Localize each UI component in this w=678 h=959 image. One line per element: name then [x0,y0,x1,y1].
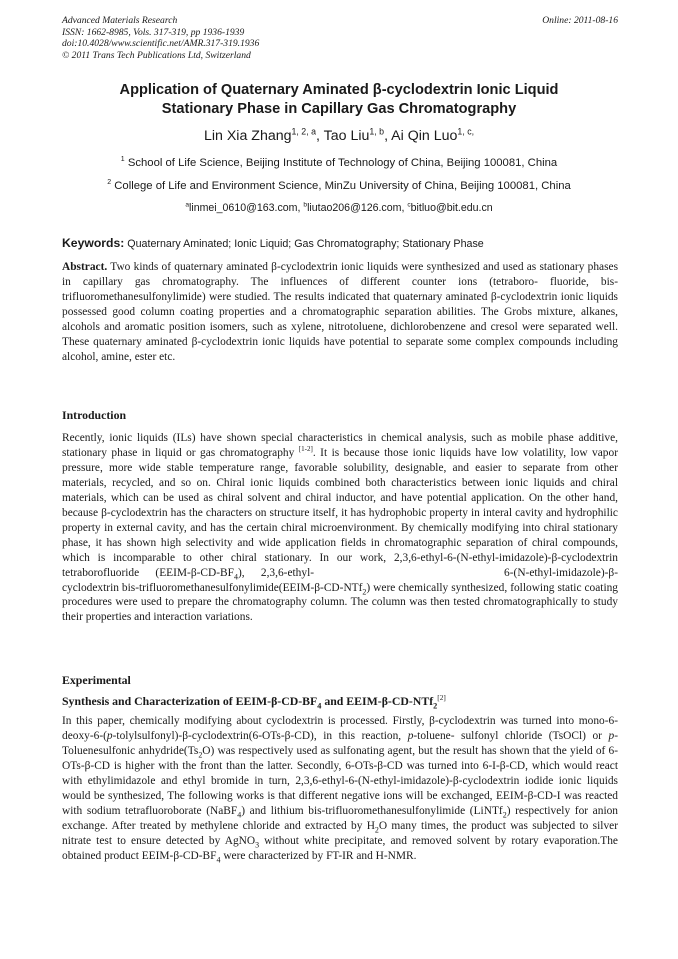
author-name: Tao Liu [323,128,370,144]
author-name: Ai Qin Luo [391,128,458,144]
journal-doi[interactable]: doi:10.4028/www.scientific.net/AMR.317-319.1936 [62,38,260,50]
online-date: Online: 2011-08-16 [542,15,618,26]
subscript: 3 [255,839,260,849]
author-name: Lin Xia Zhang [203,128,292,144]
italic-p: p [608,729,615,742]
keywords [62,236,618,250]
syn-text: ) and lithium bis-trifluoromethanesulfonylimide (LiNTf [241,804,503,817]
subsection-heading-synthesis [62,694,446,709]
author-affiliation-mark: 1, 2, a [291,126,316,137]
email-link[interactable]: linmei_0610@163.com, [188,202,301,214]
syn-text: were characterized by FT-IR and H-NMR. [220,849,417,862]
abstract-text: Two kinds of quaternary aminated β-cyclodextrin ionic liquids were synthesized and used as stationary phases in capillary gas chromatography. The influences of different counter ions (tetraboro- fluoride, bis-trifluoromethanesulfonylimide) were studied. The results indicated that quaternary aminated β-cyclodextrin ionic liquids possessed good column coating properties and a chromatographic separation abilities. The Grobs mixture, alkanes, alcohols and aromatic position isomers, such as xylene, nitrotoluene, dichlorobenzene and cresol were separated well. These quaternary aminated β-cyclodextrin ionic liquids have potential to separate some complex compounds including alcohol, amine, ester etc. [62,261,619,363]
email-mark: c [407,201,411,209]
citation[interactable]: [2] [437,693,446,703]
subscript: 2 [502,810,507,819]
affiliation-number: 1 [120,156,125,164]
syn-text: O many times, the product was subjected to silver nitrate test to ensure detected by AgNO [62,819,618,847]
citation[interactable]: [1-2] [298,445,313,454]
intro-text: 6-(N-ethyl-imidazole)-β-cyclodextrin bis-trifluoromethanesulfonylimide(EEIM-β-CD-NTf [62,566,618,594]
syn-text: without white precipitate, and removed solvent by rotary evaporation.The obtained product EEIM-β-CD-BF [62,834,618,862]
affiliation-text: School of Life Science, Beijing Institute of Technology of China, Beijing 100081, China [127,157,558,169]
title-line-2: Stationary Phase in Capillary Gas Chromatography [161,101,517,117]
subscript: 2 [362,586,367,596]
synthesis-paragraph [62,714,618,864]
email-link[interactable]: liutao206@126.com, [307,202,405,214]
subscript: 4 [317,701,322,711]
subscript: 2 [198,750,203,760]
subscript: 4 [216,854,221,864]
introduction-paragraph [62,431,618,625]
intro-text: ), 2,3,6-ethyl- [237,566,315,579]
author-affiliation-mark: 1, b [369,126,385,137]
affiliation-2 [40,180,638,192]
email-mark: b [303,201,308,209]
section-heading-introduction: Introduction [62,408,127,422]
abstract [62,260,618,365]
intro-text: ) were chemically synthesized, following static coating procedures were used to prepare the chromatography column. The column was then tested chromatographically to study their properties and interaction variations. [62,581,618,624]
subscript: 4 [234,571,238,581]
title-line-1: Application of Quaternary Aminated β-cyclodextrin Ionic Liquid [119,82,559,98]
journal-header [62,15,618,61]
journal-name: Advanced Materials Research [62,15,178,26]
keywords-text: Quaternary Aminated; Ionic Liquid; Gas Chromatography; Stationary Phase [127,238,484,250]
author-affiliation-mark: 1, c, [457,126,475,137]
italic-p: p [407,729,414,742]
email-mark: a [185,201,189,209]
journal-copyright: © 2011 Trans Tech Publications Ltd, Switzerland [62,49,251,61]
subscript: 2 [374,824,379,834]
email-link[interactable]: bitluo@bit.edu.cn [410,202,493,214]
syn-text: In this paper, chemically modifying about cyclodextrin is processed. Firstly, β-cyclodextrin was turned into mono-6-deoxy-6-( [62,715,618,742]
syn-text: -tolylsulfonyl)-β-cyclodextrin(6-OTs-β-CD), in this reaction, [112,729,408,742]
abstract-label: Abstract. [62,261,108,273]
subscript: 2 [433,701,438,711]
syn-text: ) respectively for anion exchange. After treated by methylene chloride and extracted by H [62,804,618,832]
author-emails [40,202,638,214]
syn-text: -Toluenesulfonic anhydride(Ts [62,729,618,757]
affiliation-text: College of Life and Environment Science, MinZu University of China, Beijing 100081, China [114,180,571,192]
journal-issn: ISSN: 1662-8985, Vols. 317-319, pp 1936-1939 [62,26,245,38]
italic-p: p [106,729,113,742]
paper-title [40,81,638,119]
keywords-label: Keywords: [62,236,125,250]
syn-text: O) was respectively used as sulfonating agent, but the result has shown that the yield of 6-OTs-β-CD is higher with the front than the latter. Secondly, 6-OTs-β-CD was turned into 6-I-β-CD, which would react with ethylimidazole and ethyl bromide in turn, 2,3,6-ethyl-6-(N-ethyl-imidazole)-β-cyclodextrin iodide ionic liquids would be synthesized, The following works is that different negative ions will be exchanged, EEIM-β-CD-I was reacted with sodium tetrafluoroborate (NaBF [62,744,618,817]
intro-text: . It is because those ionic liquids have low volatility, low vapor pressure, more wide stable temperature range, favorable solubility, designable, and easier to separate from other materials, recycled, and so on. Chiral ionic liquids combined both characteristics between ionic liquids and chiral materials, which can be used as chiral solvent and chiral inductor, and have potential application. On the other hand, because β-cyclodextrin has the characters on structure itself, it has hydrophobic property in interal cavity and hydrophilic property in external cavity, and has the certain chiral microenvironment. By chemically modifying into chiral stationary phase, it has shown high selectivity and wide application fields in chromatographic separation of chiral compounds, which is incomparable to other chiral stationary. In our work, 2,3,6-ethyl-6-(N-ethyl-imidazole)-β-cyclodextrin tetraborofluoride (EEIM-β-CD-BF [62,446,618,579]
affiliation-1 [40,157,638,169]
heading-text: and EEIM-β-CD-NTf [321,694,434,708]
section-heading-experimental: Experimental [62,673,131,687]
heading-text: Synthesis and Characterization of EEIM-β-CD-BF [62,694,318,708]
intro-text: Recently, ionic liquids (ILs) have shown special characteristics in chemical analysis, such as mobile phase additive, stationary phase in liquid or gas chromatography [62,432,618,459]
syn-text: -toluene- sulfonyl chloride (TsOCl) or [413,729,609,742]
author-list: Lin Xia Zhang$^{1, 2, a}$, Tao Liu$^{1, b}$, Ai Qin Luo$^{1, c,}$ [203,126,475,144]
subscript: 4 [237,810,242,819]
affiliation-number: 2 [107,179,112,187]
